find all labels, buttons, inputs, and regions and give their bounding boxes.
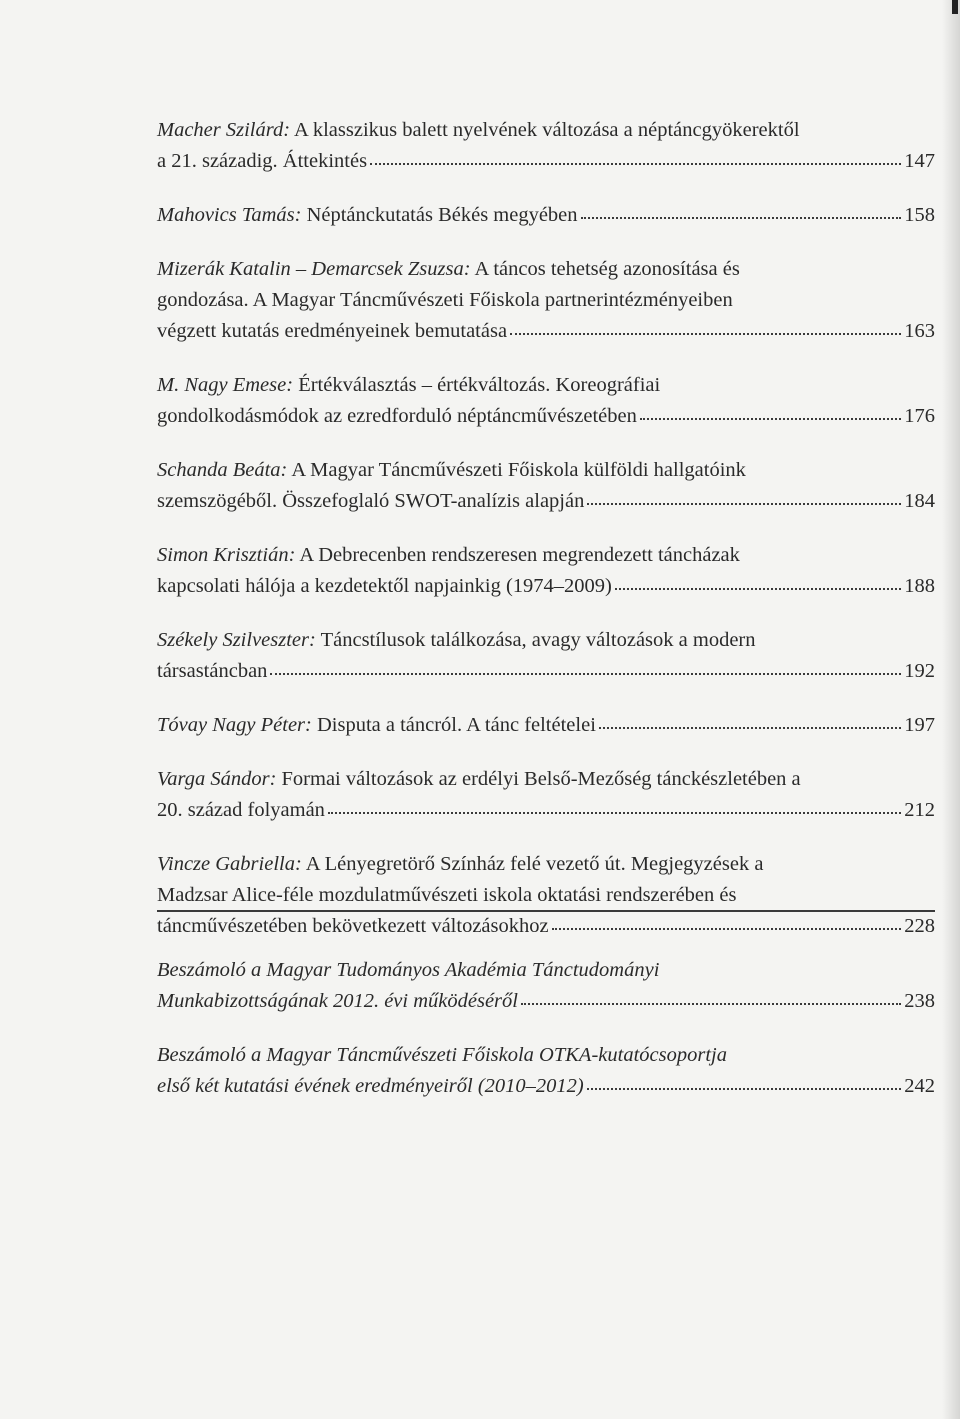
dot-leader: [615, 582, 901, 590]
dot-leader: [640, 412, 901, 420]
report-entry-line: Beszámoló a Magyar Táncművészeti Főiskola OTKA-kutatócsoportja: [157, 1044, 727, 1066]
toc-entry-title: Értékválasztás – értékváltozás. Koreográfiai: [298, 374, 661, 396]
report-entry-last-line: [157, 1071, 935, 1102]
toc-entry-author: M. Nagy Emese:: [157, 374, 294, 396]
toc-entry-title-end: táncművészetében bekövetkezett változásokhoz: [157, 915, 549, 937]
toc-entry-author: Macher Szilárd:: [157, 119, 291, 141]
toc-entry[interactable]: [157, 540, 935, 602]
dot-leader: [587, 497, 901, 505]
dot-leader: [270, 667, 901, 675]
toc-entry[interactable]: [157, 370, 935, 432]
toc-entry-title-end: 20. század folyamán: [157, 799, 325, 821]
toc-entry-page: 158: [904, 204, 935, 226]
toc-entry-page: 228: [904, 915, 935, 937]
toc-entry-last-line: [157, 146, 935, 177]
toc-entry-last-line: [157, 401, 935, 432]
report-entry[interactable]: [157, 955, 935, 1017]
toc-entry-author: Székely Szilveszter:: [157, 629, 316, 651]
toc-entry[interactable]: [157, 710, 935, 741]
toc-entry-line: [157, 540, 935, 571]
toc-entry[interactable]: [157, 764, 935, 826]
toc-entry-author: Varga Sándor:: [157, 768, 277, 790]
toc-entry-line: Madzsar Alice-féle mozdulatművészeti iskola oktatási rendszerében és: [157, 884, 737, 906]
toc-entry-line: [157, 625, 935, 656]
toc-entry-author: Tóvay Nagy Péter:: [157, 714, 312, 736]
toc-entry-page: 188: [904, 575, 935, 597]
toc-entry-last-line: [157, 316, 935, 347]
toc-entry-last-line: [157, 656, 935, 687]
toc-entry-title-end: szemszögéből. Összefoglaló SWOT-analízis alapján: [157, 490, 585, 512]
toc-entry[interactable]: [157, 254, 935, 347]
report-entry-title-end: Munkabizottságának 2012. évi működéséről: [157, 990, 518, 1012]
report-entry-last-line: [157, 986, 935, 1017]
dot-leader: [370, 157, 901, 165]
toc-entry-line: gondozása. A Magyar Táncművészeti Főiskola partnerintézményeiben: [157, 289, 733, 311]
report-entry-line: Beszámoló a Magyar Tudományos Akadémia Tánctudományi: [157, 959, 660, 981]
report-entry-page: 242: [904, 1075, 935, 1097]
toc-entry-title-end: kapcsolati hálója a kezdetektől napjainkig (1974–2009): [157, 575, 612, 597]
toc-entry[interactable]: [157, 625, 935, 687]
toc-entry-title-end: [157, 200, 578, 231]
toc-entry-author: Mizerák Katalin – Demarcsek Zsuzsa:: [157, 258, 471, 280]
toc-entry-author: Schanda Beáta:: [157, 459, 288, 481]
toc-entry-title-end: végzett kutatás eredményeinek bemutatása: [157, 320, 508, 342]
toc-entry-last-line: [157, 795, 935, 826]
dot-leader: [599, 721, 901, 729]
dot-leader: [521, 997, 901, 1005]
toc-entry[interactable]: [157, 455, 935, 517]
toc-entry-page: 163: [904, 320, 935, 342]
report-entry[interactable]: [157, 1040, 935, 1102]
toc-entry-title: A Lényegretörő Színház felé vezető út. Megjegyzések a: [305, 853, 764, 875]
reports-list: [157, 955, 935, 1125]
toc-entry-page: 184: [904, 490, 935, 512]
toc-entry[interactable]: [157, 849, 935, 942]
toc-entry-page: 147: [904, 150, 935, 172]
toc-entry-title-end: társastáncban: [157, 660, 268, 682]
toc-entry[interactable]: [157, 115, 935, 177]
toc-entry-line: [157, 254, 935, 285]
toc-entry-line: [157, 115, 935, 146]
toc-entry-page: 176: [904, 405, 935, 427]
toc-entry-title-end: gondolkodásmódok az ezredforduló néptáncművészetében: [157, 405, 637, 427]
toc-entry-line: [157, 455, 935, 486]
page-edge-mark: [952, 0, 958, 14]
toc-entry-author: Vincze Gabriella:: [157, 853, 302, 875]
toc-entry-author: Mahovics Tamás:: [157, 204, 302, 226]
toc-entry-title: Táncstílusok találkozása, avagy változások a modern: [320, 629, 756, 651]
toc-entry-last-line: [157, 710, 935, 741]
toc-entry-title: A Magyar Táncművészeti Főiskola külföldi hallgatóink: [291, 459, 746, 481]
toc-entry-title: A klasszikus balett nyelvének változása a néptáncgyökerektől: [294, 119, 800, 141]
toc-entry-title: Formai változások az erdélyi Belső-Mezőség tánckészletében a: [281, 768, 801, 790]
section-divider: [157, 910, 935, 912]
dot-leader: [328, 806, 901, 814]
report-entry-title-end: első két kutatási évének eredményeiről (2010–2012): [157, 1075, 584, 1097]
dot-leader: [581, 211, 902, 219]
toc-entry-page: 212: [904, 799, 935, 821]
toc-list: [157, 115, 935, 965]
toc-entry-last-line: [157, 911, 935, 942]
page-edge-shadow: [942, 0, 960, 1419]
toc-entry-last-line: [157, 486, 935, 517]
toc-entry-title: A táncos tehetség azonosítása és: [474, 258, 740, 280]
dot-leader: [587, 1082, 902, 1090]
toc-entry-page: 192: [904, 660, 935, 682]
toc-entry-title: Disputa a táncról. A tánc feltételei: [316, 714, 596, 736]
toc-entry-last-line: [157, 200, 935, 231]
toc-entry-line: [157, 849, 935, 880]
toc-entry-line: [157, 370, 935, 401]
toc-entry-title-end: [157, 710, 596, 741]
toc-entry[interactable]: [157, 200, 935, 231]
toc-entry-title: A Debrecenben rendszeresen megrendezett táncházak: [299, 544, 740, 566]
dot-leader: [552, 922, 902, 930]
report-entry-page: 238: [904, 990, 935, 1012]
toc-entry-page: 197: [904, 714, 935, 736]
toc-entry-line: [157, 764, 935, 795]
dot-leader: [510, 327, 901, 335]
toc-entry-title-end: a 21. századig. Áttekintés: [157, 150, 368, 172]
toc-entry-last-line: [157, 571, 935, 602]
toc-entry-title: Néptánckutatás Békés megyében: [306, 204, 578, 226]
toc-entry-author: Simon Krisztián:: [157, 544, 296, 566]
